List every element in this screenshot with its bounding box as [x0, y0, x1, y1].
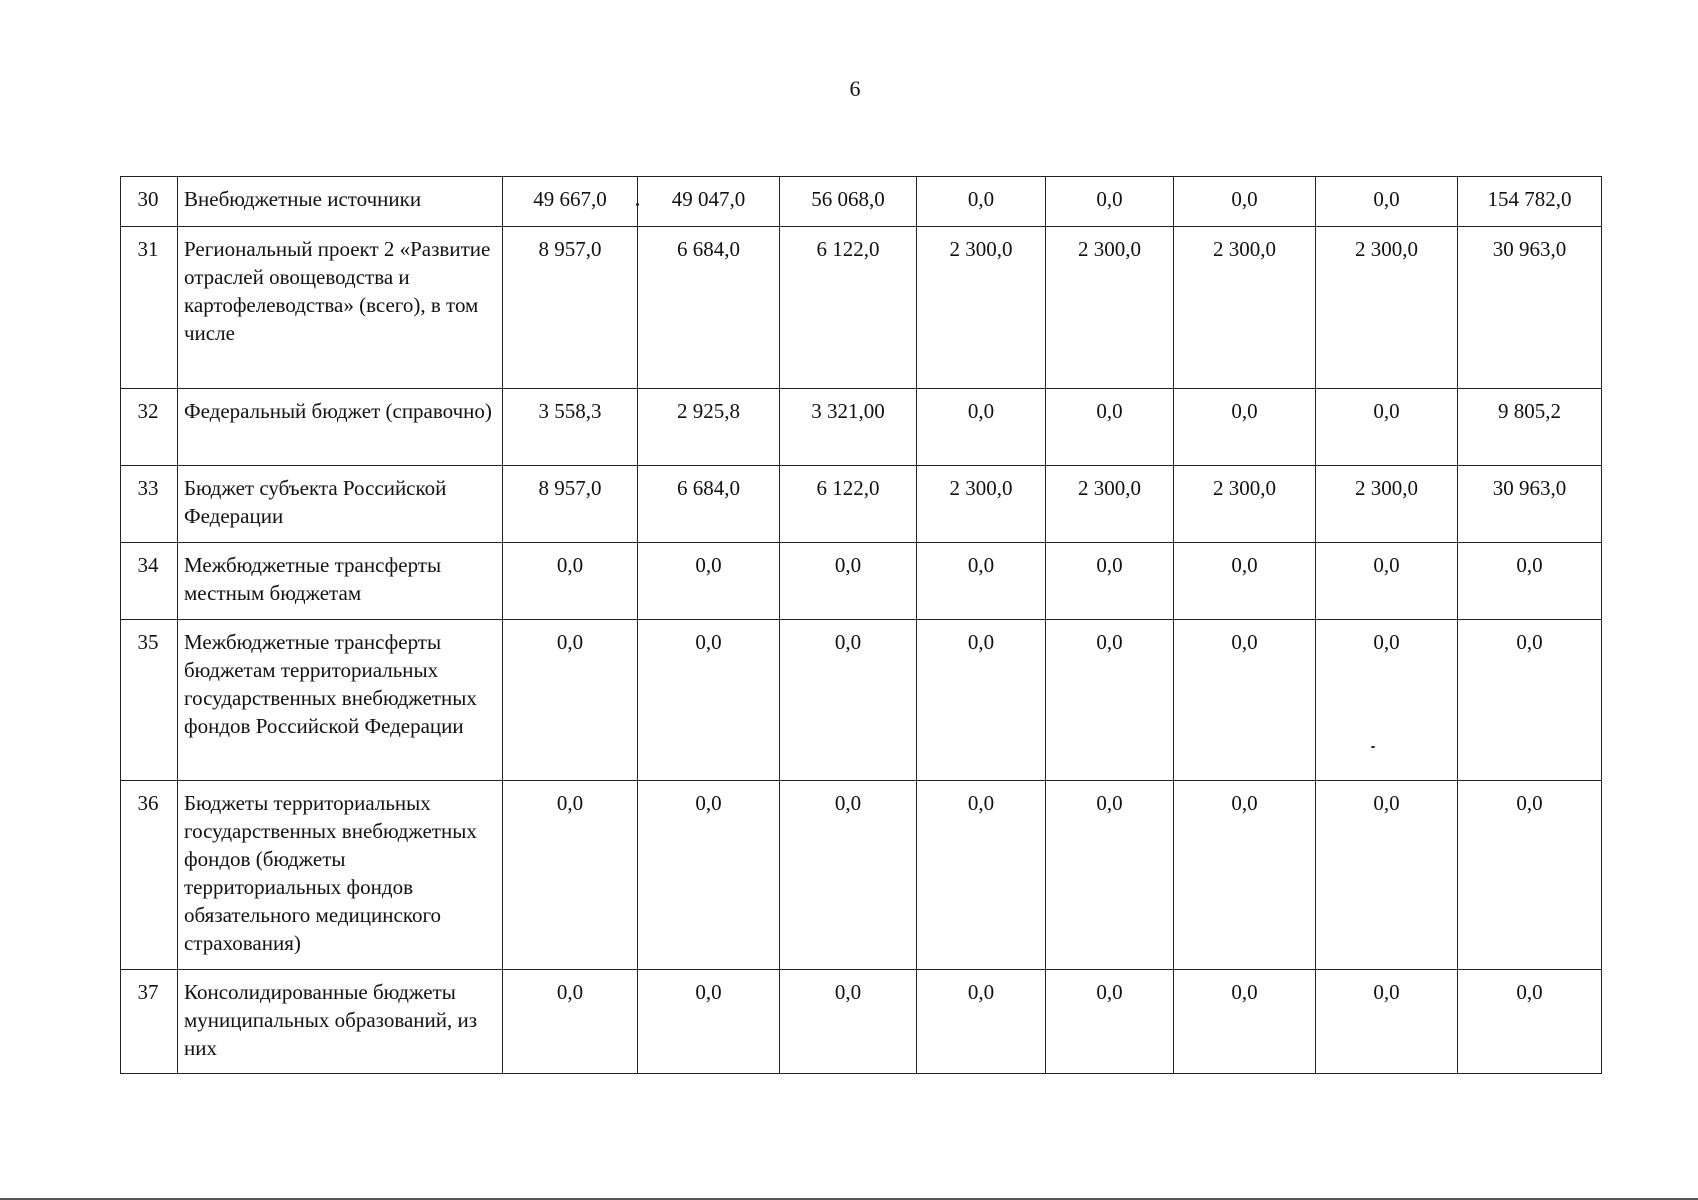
table-row [121, 970, 1602, 1074]
row-number: 33 [121, 466, 178, 543]
value-cell: 0,0 [638, 620, 780, 781]
value-cell: 154 782,0 [1458, 177, 1602, 227]
row-label: Консолидированные бюджеты муниципальных образований, из них [178, 970, 503, 1074]
value-cell: 30 963,0 [1458, 466, 1602, 543]
value-cell: 2 925,8 [638, 389, 780, 466]
row-number: 36 [121, 781, 178, 970]
value-cell: 2 300,0 [1174, 466, 1316, 543]
value-cell: 0,0 [917, 177, 1046, 227]
value-cell: 0,0 [917, 389, 1046, 466]
value-cell: 2 300,0 [1316, 227, 1458, 389]
value-cell: 0,0 [1174, 389, 1316, 466]
table-row [121, 543, 1602, 620]
row-label: Бюджеты территориальных государственных внебюджетных фондов (бюджеты территориальных фондов обязательного медицинского страхования) [178, 781, 503, 970]
row-label: Региональный проект 2 «Развитие отраслей овощеводства и картофелеводства» (всего), в том числе [178, 227, 503, 389]
value-cell: 0,0 [917, 543, 1046, 620]
value-cell: 0,0 [1458, 620, 1602, 781]
row-number: 37 [121, 970, 178, 1074]
value-cell: 49 047,0 [638, 177, 780, 227]
value-cell: 6 122,0 [780, 466, 917, 543]
value-cell: 3 321,00 [780, 389, 917, 466]
value-cell: 6 684,0 [638, 227, 780, 389]
value-cell: 0,0 [1046, 620, 1174, 781]
row-label: Межбюджетные трансферты бюджетам территориальных государственных внебюджетных фондов Российской Федерации [178, 620, 503, 781]
value-cell: 0,0 [780, 781, 917, 970]
table-row [121, 177, 1602, 227]
value-cell: 0,0 [1174, 543, 1316, 620]
value-cell: 0,0 [1316, 781, 1458, 970]
value-cell: 0,0 [1316, 970, 1458, 1074]
value-cell: 0,0 [1316, 389, 1458, 466]
value-cell: 0,0 [1316, 177, 1458, 227]
table-row [121, 227, 1602, 389]
value-cell: 0,0 [1046, 781, 1174, 970]
value-cell: 0,0 [780, 620, 917, 781]
value-cell: 0,0 [503, 781, 638, 970]
value-cell: 2 300,0 [1174, 227, 1316, 389]
table-row [121, 781, 1602, 970]
value-cell: 3 558,3 [503, 389, 638, 466]
table-row [121, 389, 1602, 466]
value-cell: 0,0 [917, 970, 1046, 1074]
row-number: 31 [121, 227, 178, 389]
value-cell: 6 122,0 [780, 227, 917, 389]
value-cell: 2 300,0 [1046, 466, 1174, 543]
row-label: Федеральный бюджет (справочно) [178, 389, 503, 466]
row-label: Бюджет субъекта Российской Федерации [178, 466, 503, 543]
value-cell: 0,0 [1458, 781, 1602, 970]
value-cell: 2 300,0 [1046, 227, 1174, 389]
value-cell: 0,0 [1174, 781, 1316, 970]
value-cell: 2 300,0 [917, 466, 1046, 543]
value-cell: 0,0 [1316, 620, 1458, 781]
value-cell: 0,0 [638, 543, 780, 620]
value-cell: 0,0 [638, 970, 780, 1074]
value-cell: 0,0 [1046, 543, 1174, 620]
value-cell: 0,0 [1316, 543, 1458, 620]
value-cell: 0,0 [1458, 970, 1602, 1074]
value-cell: 6 684,0 [638, 466, 780, 543]
row-number: 34 [121, 543, 178, 620]
value-cell: 2 300,0 [1316, 466, 1458, 543]
value-cell: 0,0 [638, 781, 780, 970]
row-label: Межбюджетные трансферты местным бюджетам [178, 543, 503, 620]
row-number: 30 [121, 177, 178, 227]
page-number: 6 [849, 76, 861, 101]
value-cell: 0,0 [1458, 543, 1602, 620]
value-cell: 2 300,0 [917, 227, 1046, 389]
row-number: 35 [121, 620, 178, 781]
value-cell: 0,0 [503, 970, 638, 1074]
value-cell: 0,0 [917, 781, 1046, 970]
value-cell: 0,0 [503, 543, 638, 620]
value-cell: 0,0 [780, 543, 917, 620]
value-cell: 0,0 [503, 620, 638, 781]
value-cell: 0,0 [1174, 970, 1316, 1074]
scan-speck [1371, 746, 1375, 748]
value-cell: 49 667,0 [503, 177, 638, 227]
row-number: 32 [121, 389, 178, 466]
row-label: Внебюджетные источники [178, 177, 503, 227]
budget-table [120, 176, 1602, 1074]
value-cell: 0,0 [780, 970, 917, 1074]
table-body [121, 177, 1602, 1074]
value-cell: 0,0 [1046, 177, 1174, 227]
value-cell: 0,0 [917, 620, 1046, 781]
value-cell: 0,0 [1174, 620, 1316, 781]
value-cell: 0,0 [1046, 970, 1174, 1074]
value-cell: 30 963,0 [1458, 227, 1602, 389]
value-cell: 0,0 [1174, 177, 1316, 227]
value-cell: 8 957,0 [503, 227, 638, 389]
table-row [121, 620, 1602, 781]
scan-speck [636, 203, 639, 206]
table-row [121, 466, 1602, 543]
value-cell: 0,0 [1046, 389, 1174, 466]
value-cell: 8 957,0 [503, 466, 638, 543]
value-cell: 9 805,2 [1458, 389, 1602, 466]
value-cell: 56 068,0 [780, 177, 917, 227]
